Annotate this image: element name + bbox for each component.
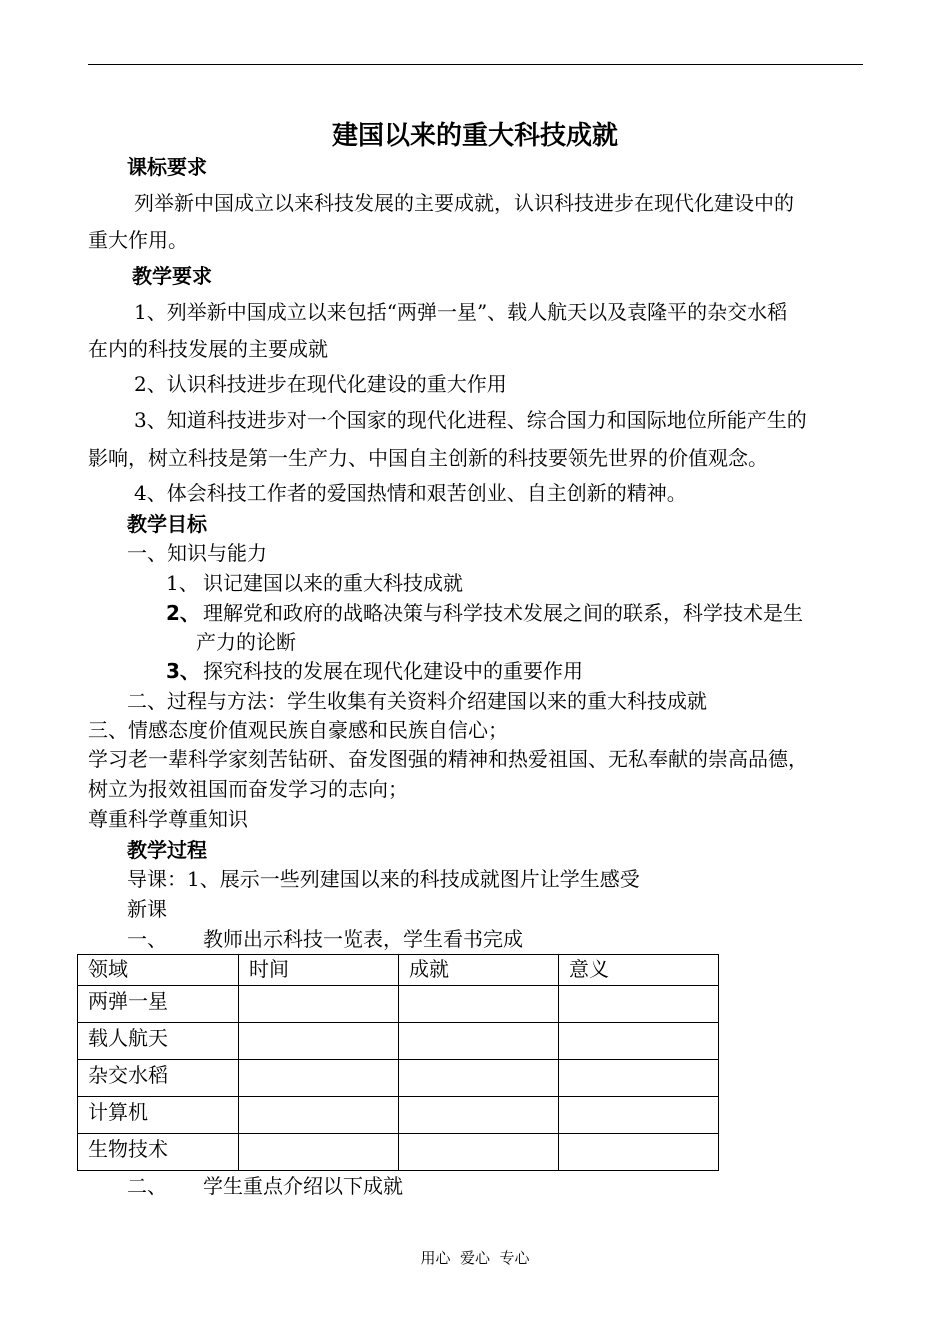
teaching-req-item1-line1: 1、列举新中国成立以来包括“两弹一星”、载人航天以及袁隆平的杂交水稻 [134, 300, 788, 324]
goal2-text-line1: 理解党和政府的战略决策与科学技术发展之间的联系，科学技术是生 [203, 601, 803, 625]
table-cell-field: 计算机 [78, 1097, 239, 1134]
table-cell [239, 1134, 399, 1171]
table-cell [399, 1023, 559, 1060]
process-intro: 导课：1、展示一些列建国以来的科技成就图片让学生感受 [127, 867, 640, 891]
process-heading: 教学过程 [127, 838, 207, 862]
table-cell [399, 1097, 559, 1134]
tech-overview-table [77, 954, 719, 1171]
process-step1-text: 教师出示科技一览表，学生看书完成 [203, 927, 523, 951]
curriculum-text-line1: 列举新中国成立以来科技发展的主要成就，认识科技进步在现代化建设中的 [134, 191, 794, 215]
table-row [78, 1134, 719, 1171]
table-cell [239, 1060, 399, 1097]
table-cell [559, 1060, 719, 1097]
table-cell-field: 杂交水稻 [78, 1060, 239, 1097]
table-row [78, 1060, 719, 1097]
table-row [78, 1023, 719, 1060]
goal2-number: 2、 [166, 601, 200, 625]
table-cell [559, 1097, 719, 1134]
table-header-cell: 成就 [399, 955, 559, 986]
curriculum-heading: 课标要求 [127, 155, 207, 179]
document-title: 建国以来的重大科技成就 [331, 121, 618, 151]
table-cell [559, 1023, 719, 1060]
teaching-req-heading: 教学要求 [132, 264, 212, 288]
curriculum-text-line2: 重大作用。 [88, 228, 188, 252]
table-header-cell: 时间 [239, 955, 399, 986]
table-header-cell: 意义 [559, 955, 719, 986]
goals-sub1: 一、知识与能力 [127, 541, 267, 565]
goals-sub3-line4: 尊重科学尊重知识 [88, 807, 248, 831]
page-footer: 用心 爱心 专心 [420, 1249, 530, 1267]
table-cell [239, 986, 399, 1023]
table-cell [239, 1023, 399, 1060]
table-cell [399, 1060, 559, 1097]
table-cell-field: 载人航天 [78, 1023, 239, 1060]
table-row [78, 1097, 719, 1134]
goal1-text: 识记建国以来的重大科技成就 [203, 571, 463, 595]
table-cell [559, 986, 719, 1023]
teaching-req-item3-line1: 3、知道科技进步对一个国家的现代化进程、综合国力和国际地位所能产生的 [134, 408, 807, 432]
process-step2-number: 二、 [127, 1174, 167, 1198]
table-header-row [78, 955, 719, 986]
process-step2-text: 学生重点介绍以下成就 [203, 1174, 403, 1198]
process-new-lesson: 新课 [127, 897, 167, 921]
teaching-req-item2: 2、认识科技进步在现代化建设的重大作用 [134, 372, 507, 396]
table-cell [399, 1134, 559, 1171]
goals-sub3: 三、情感态度价值观民族自豪感和民族自信心； [88, 718, 508, 742]
table-cell-field: 两弹一星 [78, 986, 239, 1023]
teaching-req-item3-line2: 影响，树立科技是第一生产力、中国自主创新的科技要领先世界的价值观念。 [88, 446, 768, 470]
table-cell [239, 1097, 399, 1134]
goals-sub2: 二、过程与方法：学生收集有关资料介绍建国以来的重大科技成就 [127, 689, 707, 713]
goals-sub3-line2: 学习老一辈科学家刻苦钻研、奋发图强的精神和热爱祖国、无私奉献的崇高品德， [88, 747, 808, 771]
process-step1-number: 一、 [127, 927, 167, 951]
goal3-text: 探究科技的发展在现代化建设中的重要作用 [203, 659, 583, 683]
goals-heading: 教学目标 [127, 512, 207, 536]
teaching-req-item1-line2: 在内的科技发展的主要成就 [88, 337, 328, 361]
header-rule [88, 64, 863, 65]
table-cell-field: 生物技术 [78, 1134, 239, 1171]
goals-sub3-line3: 树立为报效祖国而奋发学习的志向； [88, 777, 408, 801]
teaching-req-item4: 4、体会科技工作者的爱国热情和艰苦创业、自主创新的精神。 [134, 481, 687, 505]
goal2-text-line2: 产力的论断 [196, 630, 296, 654]
table-cell [559, 1134, 719, 1171]
goal3-number: 3、 [166, 659, 200, 683]
table-cell [399, 986, 559, 1023]
table-header-cell: 领域 [78, 955, 239, 986]
table-row [78, 986, 719, 1023]
goal1-number: 1、 [166, 571, 199, 595]
